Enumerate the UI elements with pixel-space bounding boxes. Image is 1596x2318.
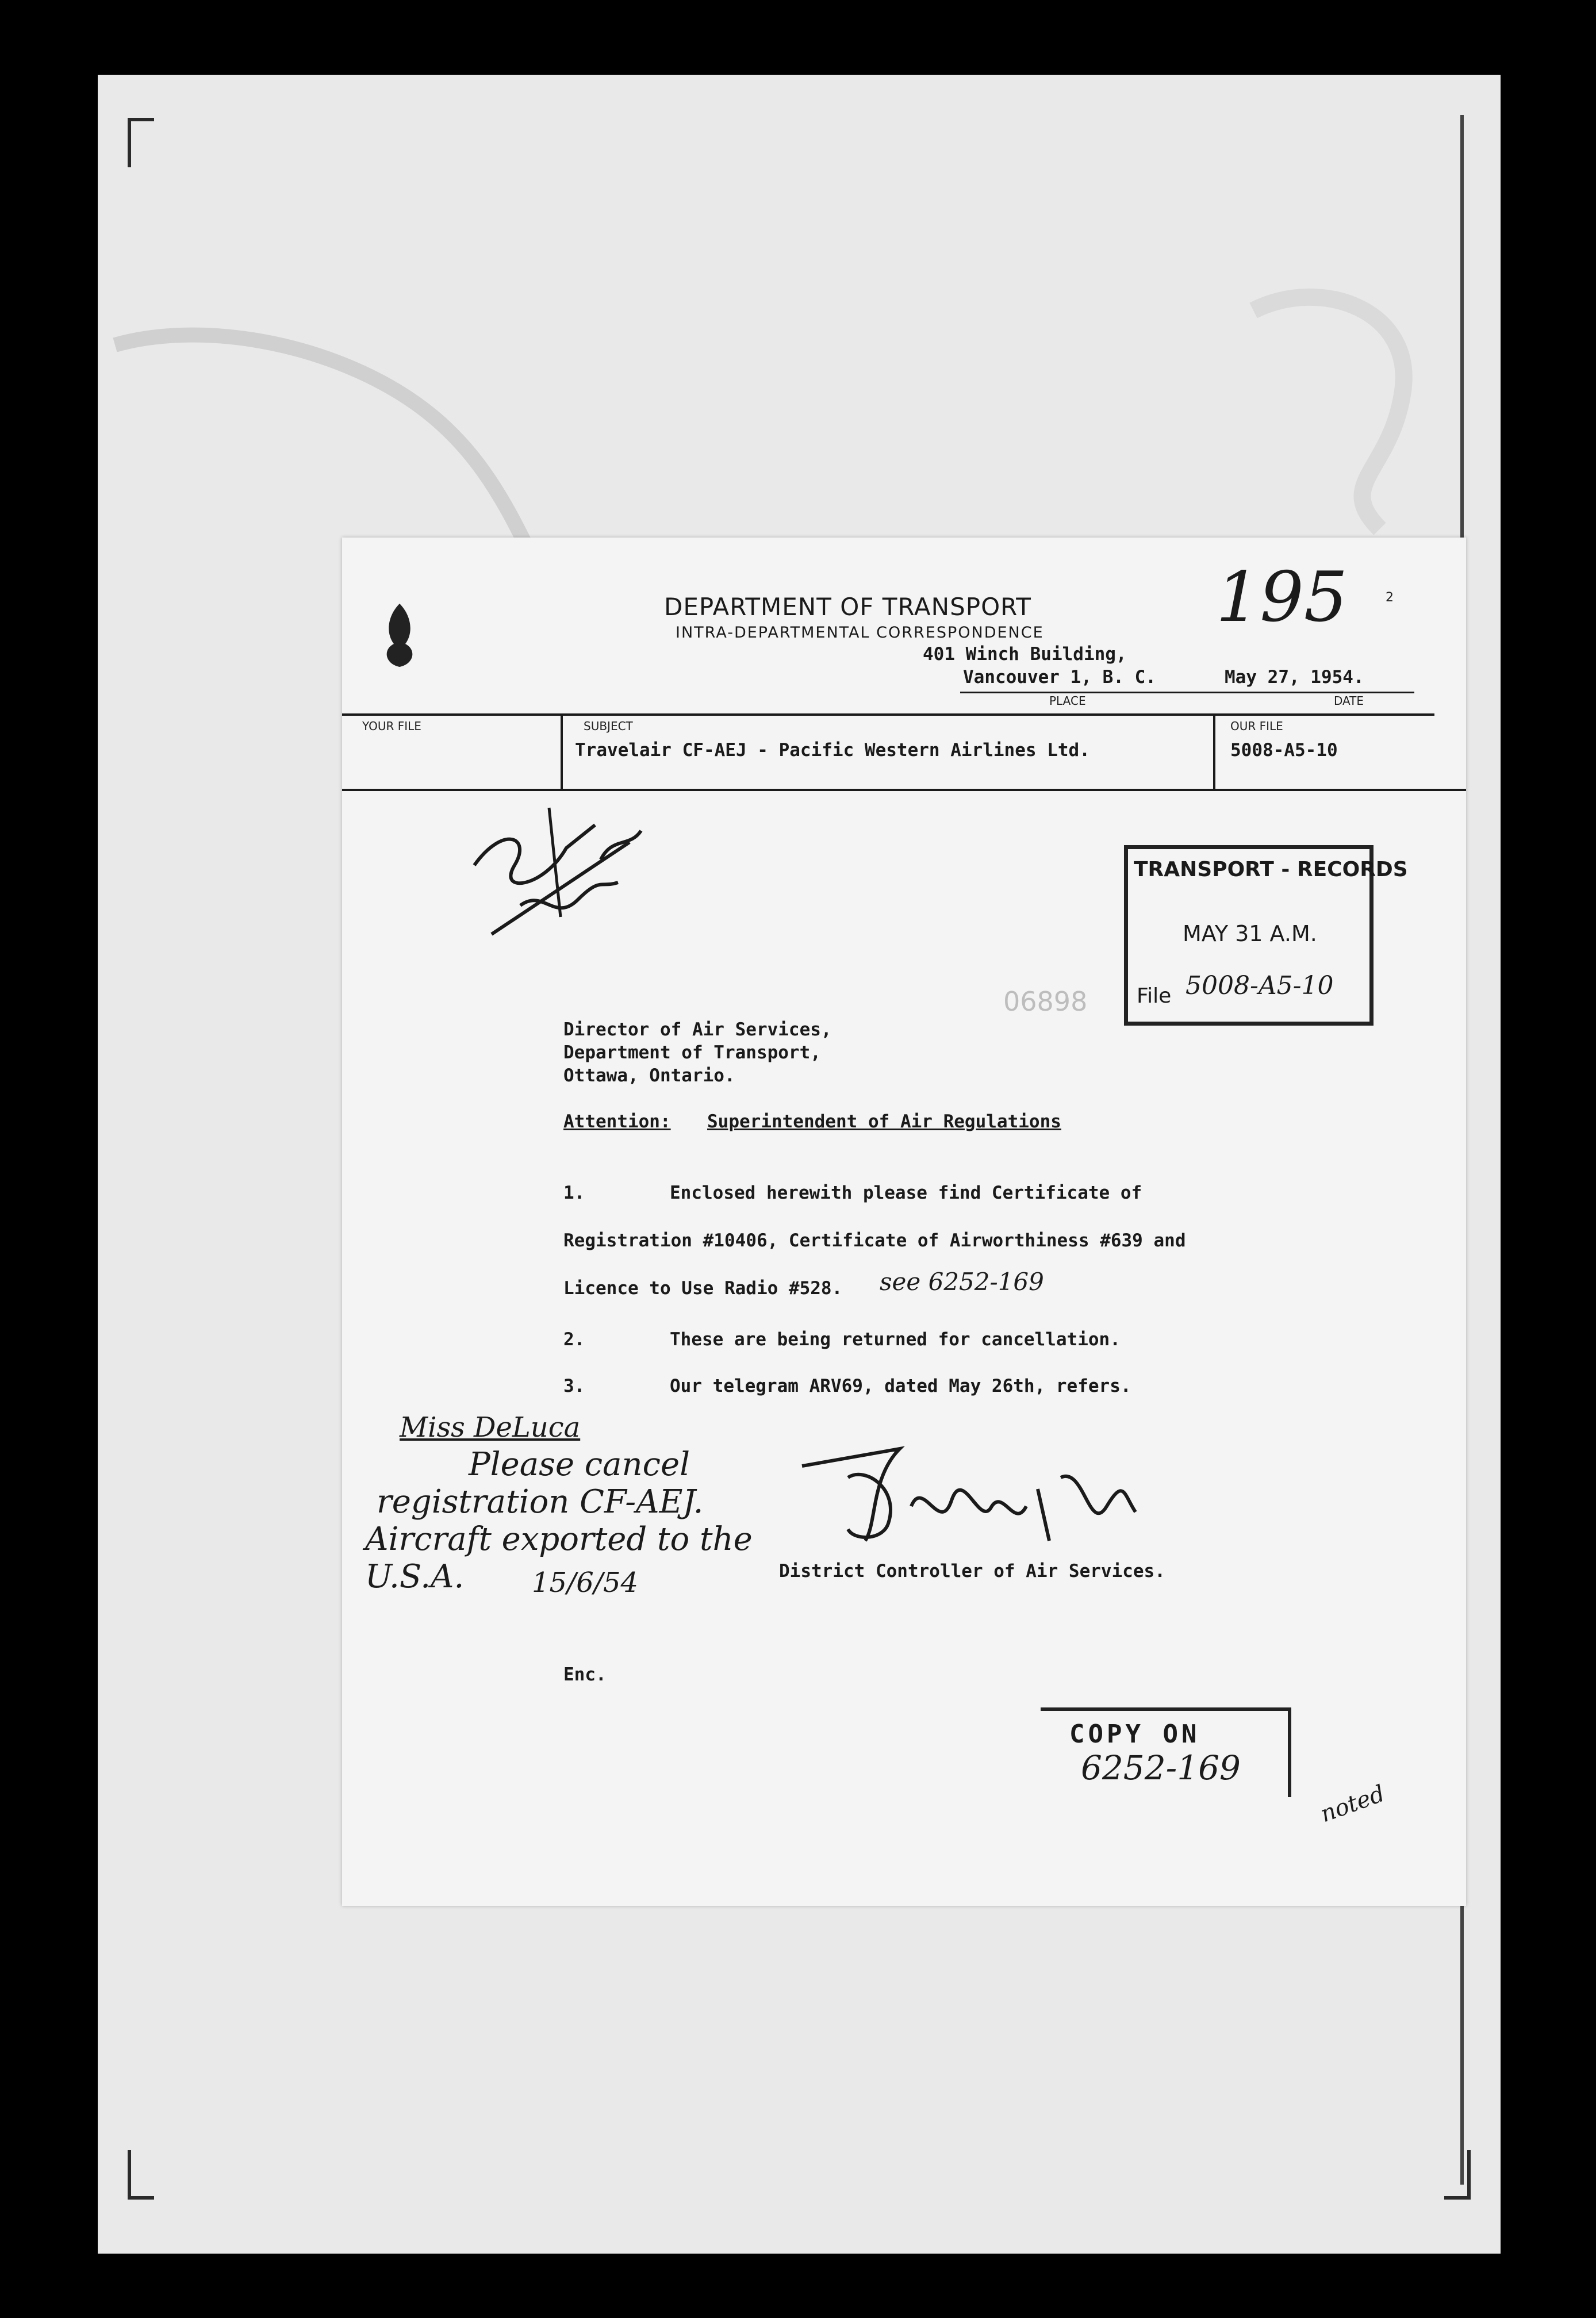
subject-label: SUBJECT (584, 719, 633, 733)
paragraph-3-number: 3. (563, 1376, 585, 1396)
crop-mark-bottom-right (1444, 2150, 1471, 2200)
department-subtitle: INTRA-DEPARTMENTAL CORRESPONDENCE (676, 624, 1044, 642)
file-row-divider-1 (561, 713, 563, 789)
date-value: May 27, 1954. (1225, 667, 1364, 688)
subject-value: Travelair CF-AEJ - Pacific Western Airlines Ltd. (575, 740, 1090, 761)
note-line-2: registration CF-AEJ. (377, 1483, 704, 1521)
department-title: DEPARTMENT OF TRANSPORT (664, 593, 1031, 621)
note-line-3: Aircraft exported to the (365, 1521, 753, 1558)
memo-sheet (342, 538, 1466, 1906)
transport-records-stamp (1124, 845, 1408, 1026)
paragraph-1-line-2: Registration #10406, Certificate of Airworthiness #639 and (563, 1230, 1186, 1251)
paragraph-1-line-1: Enclosed herewith please find Certificate of (670, 1183, 1142, 1203)
recipient-line-3: Ottawa, Ontario. (563, 1065, 735, 1086)
copy-on-stamp (1041, 1707, 1291, 1797)
crop-mark-top-left (128, 118, 154, 167)
note-date: 15/6/54 (532, 1567, 639, 1599)
paragraph-2-number: 2. (563, 1329, 585, 1350)
records-stamp-file-label: File (1137, 984, 1172, 1008)
page-number-sup: 2 (1386, 590, 1394, 605)
file-row-divider-2 (1213, 713, 1215, 789)
our-file-value: 5008-A5-10 (1230, 740, 1338, 761)
paper-stain-right (1230, 241, 1460, 540)
signature-title: District Controller of Air Services. (779, 1561, 1165, 1582)
note-recipient: Miss DeLuca (400, 1411, 581, 1444)
attention-value: Superintendent of Air Regulations (707, 1111, 1061, 1132)
note-line-4: U.S.A. (365, 1558, 465, 1595)
recipient-line-2: Department of Transport, (563, 1042, 821, 1063)
paragraph-2-text: These are being returned for cancellation. (670, 1329, 1121, 1350)
file-row-bottom-rule (342, 789, 1466, 791)
place-date-rule (960, 692, 1414, 693)
serial-number: 06898 (1003, 986, 1088, 1017)
records-stamp-file-value: 5008-A5-10 (1186, 971, 1334, 1000)
page-number: 195 (1216, 558, 1348, 638)
radio-margin-note: see 6252-169 (880, 1268, 1044, 1296)
date-label: DATE (1334, 694, 1364, 708)
our-file-label: OUR FILE (1230, 719, 1283, 733)
records-stamp-date: MAY 31 A.M. (1183, 921, 1317, 946)
copy-on-stamp-title: COPY ON (1069, 1720, 1200, 1749)
file-row-top-rule (342, 713, 1434, 716)
handwritten-initials-scribble (463, 802, 653, 951)
recipient-line-1: Director of Air Services, (563, 1019, 832, 1040)
your-file-label: YOUR FILE (362, 719, 421, 733)
paragraph-1-number: 1. (563, 1183, 585, 1203)
signature (785, 1443, 1141, 1552)
noted-annotation: noted (1317, 1780, 1388, 1828)
note-line-1: Please cancel (469, 1446, 690, 1483)
paragraph-3-text: Our telegram ARV69, dated May 26th, refers. (670, 1376, 1131, 1396)
address-line: 401 Winch Building, (923, 644, 1127, 665)
attention-label: Attention: (563, 1111, 671, 1132)
crop-mark-bottom-left (128, 2150, 154, 2200)
enclosure-note: Enc. (563, 1664, 607, 1685)
copy-on-stamp-value: 6252-169 (1081, 1748, 1241, 1787)
paragraph-1-line-3: Licence to Use Radio #528. (563, 1278, 843, 1299)
place-label: PLACE (1049, 694, 1086, 708)
department-crest-icon (377, 601, 423, 670)
records-stamp-title: TRANSPORT - RECORDS (1134, 858, 1408, 881)
place-value: Vancouver 1, B. C. (963, 667, 1156, 688)
